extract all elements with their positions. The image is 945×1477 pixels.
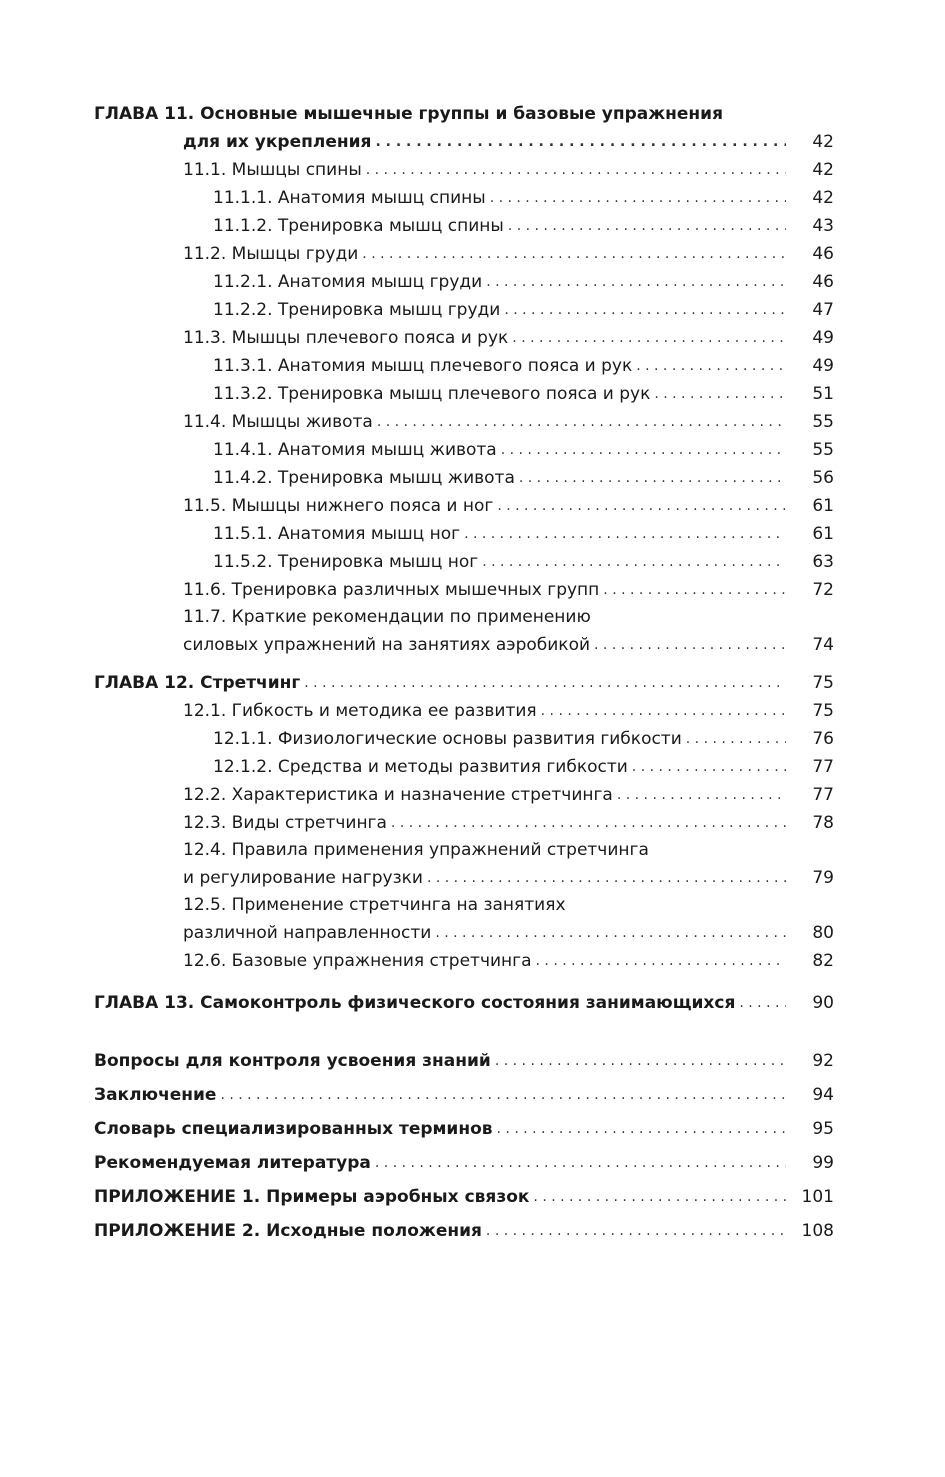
toc-entry[interactable] [94, 212, 834, 240]
dot-leader [377, 407, 786, 436]
toc-title: 11.2.2. Тренировка мышц груди [213, 300, 501, 320]
dot-leader [603, 575, 786, 604]
toc-page-number: 75 [812, 673, 834, 693]
dot-leader [220, 1080, 786, 1109]
toc-back-matter-item[interactable] [94, 1149, 834, 1177]
dot-leader [497, 491, 786, 520]
toc-title: 11.1. Мышцы спины [183, 160, 362, 180]
toc-page-number: 61 [812, 524, 834, 544]
dot-leader [435, 918, 786, 947]
toc-entry[interactable] [94, 809, 834, 837]
dot-leader [739, 988, 786, 1017]
dot-leader [501, 435, 786, 464]
toc-title: 12.5. Применение стретчинга на занятиях [183, 895, 566, 915]
toc-title: 11.3. Мышцы плечевого пояса и рук [183, 328, 509, 348]
toc-title: 12.1.1. Физиологические основы развития гибкости [213, 729, 682, 749]
dot-leader [519, 463, 786, 492]
dot-leader [486, 1216, 786, 1245]
toc-back-matter-item[interactable] [94, 1047, 834, 1075]
toc-page-number: 43 [812, 216, 834, 236]
toc-entry-12-4-line1[interactable] [94, 837, 834, 864]
toc-page-number: 46 [812, 244, 834, 264]
toc-entry-12-5-line1[interactable] [94, 892, 834, 919]
dot-leader [391, 808, 786, 837]
toc-title: и регулирование нагрузки [183, 868, 423, 888]
toc-back-matter-item[interactable] [94, 1115, 834, 1143]
dot-leader [508, 211, 786, 240]
toc-title: 11.1.1. Анатомия мышц спины [213, 188, 486, 208]
toc-title: Вопросы для контроля усвоения знаний [94, 1051, 491, 1071]
toc-entry[interactable] [94, 156, 834, 184]
toc-entry[interactable] [94, 184, 834, 212]
dot-leader [427, 863, 786, 892]
dot-leader [533, 1182, 786, 1211]
toc-entry-12-4[interactable] [94, 864, 834, 892]
toc-title: 12.4. Правила применения упражнений стретчинга [183, 840, 649, 860]
toc-page-number: 56 [812, 468, 834, 488]
dot-leader [632, 752, 786, 781]
toc-entry[interactable] [94, 520, 834, 548]
toc-chapter-11-heading[interactable] [94, 101, 834, 128]
toc-entry[interactable] [94, 781, 834, 809]
toc-page-number: 80 [812, 923, 834, 943]
toc-title: 11.5.1. Анатомия мышц ног [213, 524, 461, 544]
toc-title: ПРИЛОЖЕНИЕ 2. Исходные положения [94, 1221, 482, 1241]
toc-page-number: 55 [812, 412, 834, 432]
toc-title: 11.3.1. Анатомия мышц плечевого пояса и рук [213, 356, 633, 376]
toc-title: 11.1.2. Тренировка мышц спины [213, 216, 504, 236]
dot-leader [686, 724, 786, 753]
toc-title: Рекомендуемая литература [94, 1153, 371, 1173]
dot-leader [617, 780, 786, 809]
toc-title: 11.2.1. Анатомия мышц груди [213, 272, 483, 292]
toc-entry-11-7-line1[interactable] [94, 604, 834, 631]
dot-leader [541, 696, 786, 725]
toc-title: 12.1. Гибкость и методика ее развития [183, 701, 537, 721]
toc-entry-12-6[interactable] [94, 947, 834, 975]
toc-page-number: 94 [812, 1085, 834, 1105]
toc-title: Заключение [94, 1085, 217, 1105]
dot-leader [304, 668, 786, 697]
toc-page-number: 78 [812, 813, 834, 833]
toc-title: 11.5. Мышцы нижнего пояса и ног [183, 496, 494, 516]
toc-entry[interactable] [94, 697, 834, 725]
dot-leader [482, 547, 786, 576]
toc-title: 12.3. Виды стретчинга [183, 813, 387, 833]
dot-leader [495, 1046, 786, 1075]
toc-title: ГЛАВА 12. Стретчинг [94, 673, 301, 693]
toc-entry[interactable] [94, 436, 834, 464]
toc-page-number: 99 [812, 1153, 834, 1173]
toc-page-number: 42 [812, 132, 834, 152]
toc-page-number: 42 [812, 160, 834, 180]
toc-page-number: 79 [812, 868, 834, 888]
toc-chapter-13[interactable] [94, 989, 834, 1017]
dot-leader [375, 1148, 786, 1177]
toc-chapter-12[interactable] [94, 669, 834, 697]
toc-page-number: 77 [812, 757, 834, 777]
dot-leader [594, 630, 786, 659]
toc-page-number: 77 [812, 785, 834, 805]
toc-entry[interactable] [94, 296, 834, 324]
toc-entry-11-7[interactable] [94, 631, 834, 659]
toc-entry[interactable] [94, 548, 834, 576]
toc-page-number: 61 [812, 496, 834, 516]
toc-title: силовых упражнений на занятиях аэробикой [183, 635, 591, 655]
toc-title: 11.4.2. Тренировка мышц живота [213, 468, 515, 488]
dot-leader [497, 1114, 786, 1143]
toc-title: 11.6. Тренировка различных мышечных групп [183, 580, 600, 600]
toc-appendix-2[interactable] [94, 1217, 834, 1245]
toc-page-number: 51 [812, 384, 834, 404]
toc-page-number: 90 [812, 993, 834, 1013]
toc-page-number: 75 [812, 701, 834, 721]
toc-entry[interactable] [94, 725, 834, 753]
table-of-contents [94, 101, 834, 1245]
toc-entry-12-5[interactable] [94, 919, 834, 947]
toc-title: 11.4. Мышцы живота [183, 412, 373, 432]
toc-entry[interactable] [94, 352, 834, 380]
dot-leader [486, 267, 786, 296]
toc-title: 12.2. Характеристика и назначение стретчинга [183, 785, 613, 805]
dot-leader [490, 183, 786, 212]
toc-page-number: 72 [812, 580, 834, 600]
toc-entry[interactable] [94, 268, 834, 296]
toc-title: для их укрепления [183, 132, 372, 152]
toc-entry[interactable] [94, 380, 834, 408]
toc-page-number: 76 [812, 729, 834, 749]
dot-leader [362, 239, 786, 268]
toc-back-matter-item[interactable] [94, 1081, 834, 1109]
toc-entry[interactable] [94, 492, 834, 520]
toc-page-number: 55 [812, 440, 834, 460]
toc-title: 11.2. Мышцы груди [183, 244, 359, 264]
toc-appendix-1[interactable] [94, 1183, 834, 1211]
toc-title: 12.1.2. Средства и методы развития гибкости [213, 757, 628, 777]
toc-title: Словарь специализированных терминов [94, 1119, 493, 1139]
toc-page-number: 82 [812, 951, 834, 971]
toc-title: 11.7. Краткие рекомендации по применению [183, 607, 591, 627]
toc-page-number: 49 [812, 328, 834, 348]
dot-leader [504, 295, 786, 324]
dot-leader [654, 379, 786, 408]
toc-entry[interactable] [94, 753, 834, 781]
toc-title: ГЛАВА 11. Основные мышечные группы и базовые упражнения [94, 104, 723, 124]
toc-page-number: 47 [812, 300, 834, 320]
toc-page-number: 74 [812, 635, 834, 655]
toc-title: 11.3.2. Тренировка мышц плечевого пояса и рук [213, 384, 651, 404]
toc-entry[interactable] [94, 464, 834, 492]
toc-entry[interactable] [94, 324, 834, 352]
toc-page-number: 42 [812, 188, 834, 208]
toc-title: различной направленности [183, 923, 432, 943]
dot-leader [464, 519, 786, 548]
toc-title: 11.4.1. Анатомия мышц живота [213, 440, 497, 460]
toc-page-number: 49 [812, 356, 834, 376]
toc-title: ГЛАВА 13. Самоконтроль физического состояния занимающихся [94, 993, 736, 1013]
toc-page-number: 92 [812, 1051, 834, 1071]
toc-page-number: 46 [812, 272, 834, 292]
toc-title: 11.5.2. Тренировка мышц ног [213, 552, 479, 572]
dot-leader [366, 155, 786, 184]
toc-page-number: 101 [801, 1187, 834, 1207]
dot-leader [375, 127, 786, 156]
dot-leader [536, 946, 786, 975]
dot-leader [636, 351, 786, 380]
toc-page-number: 63 [812, 552, 834, 572]
toc-title: ПРИЛОЖЕНИЕ 1. Примеры аэробных связок [94, 1187, 530, 1207]
toc-page-number: 108 [801, 1221, 834, 1241]
toc-entry[interactable] [94, 240, 834, 268]
toc-title: 12.6. Базовые упражнения стретчинга [183, 951, 532, 971]
dot-leader [512, 323, 786, 352]
toc-page-number: 95 [812, 1119, 834, 1139]
toc-entry[interactable] [94, 408, 834, 436]
toc-entry[interactable] [94, 576, 834, 604]
toc-chapter-11[interactable] [94, 128, 834, 156]
